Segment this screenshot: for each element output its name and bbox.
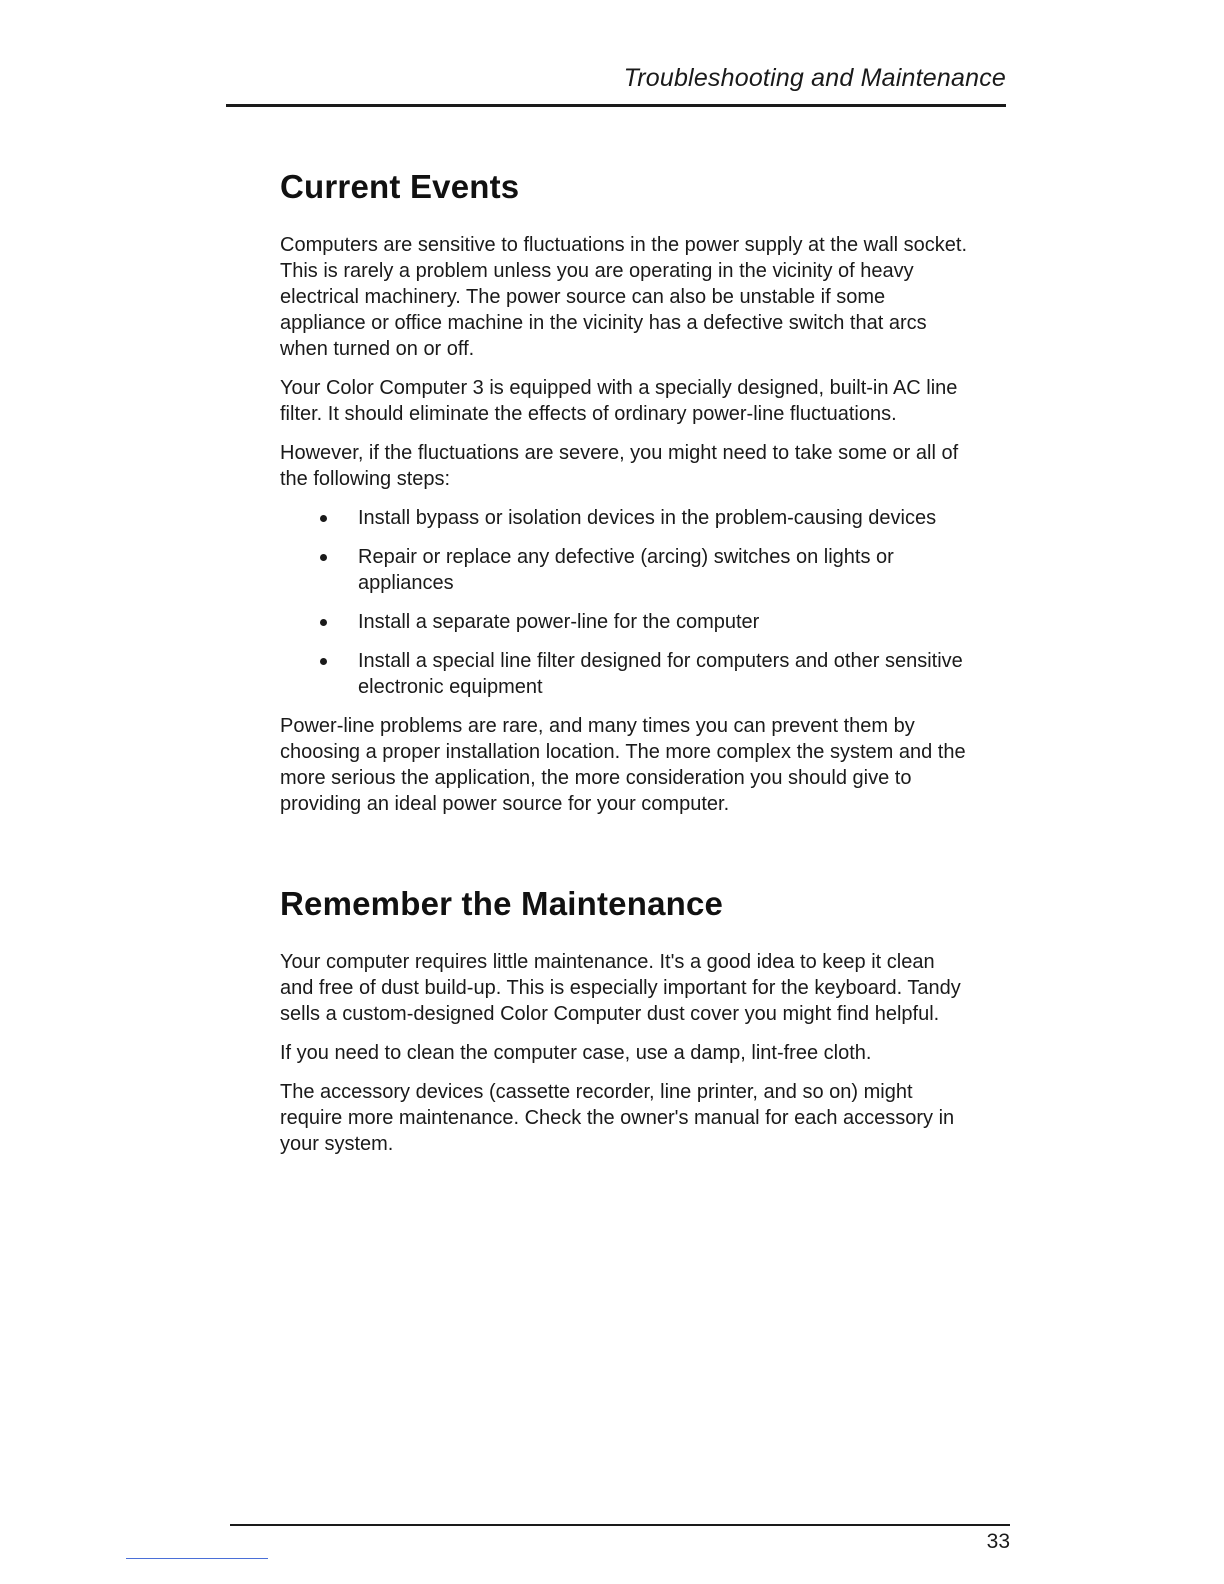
paragraph: Your computer requires little maintenance. It's a good idea to keep it clean and free of dust build-up. This is especially important for the keyboard. Tandy sells a custom-designed Color Computer dust cover you might find helpful. (280, 951, 961, 1025)
list-item-text: Install a separate power-line for the computer (358, 611, 760, 633)
header-rule (226, 104, 1006, 107)
bullet-icon (320, 554, 327, 561)
list-item (280, 544, 970, 596)
list-item (280, 609, 970, 635)
paragraph: However, if the fluctuations are severe, you might need to take some or all of the following steps: (280, 442, 959, 490)
list-item-text: Repair or replace any defective (arcing) switches on lights or appliances (358, 546, 894, 594)
footer-rule (230, 1524, 1010, 1526)
running-header-title: Troubleshooting and Maintenance (623, 64, 1006, 92)
section-heading-maintenance: Remember the Maintenance (280, 885, 724, 922)
list-item-text: Install a special line filter designed for computers and other sensitive electronic equipment (358, 650, 963, 698)
paragraph: If you need to clean the computer case, use a damp, lint-free cloth. (280, 1042, 872, 1064)
scan-edge-line (126, 1558, 268, 1559)
list-item-text: Install bypass or isolation devices in the problem-causing devices (358, 507, 937, 529)
bullet-icon (320, 658, 327, 665)
paragraph: The accessory devices (cassette recorder, line printer, and so on) might require more maintenance. Check the owner's manual for each accessory in your system. (280, 1081, 955, 1155)
paragraph: Power-line problems are rare, and many times you can prevent them by choosing a proper installation location. The more complex the system and the more serious the application, the more consideration you should give to providing an ideal power source for your computer. (280, 715, 966, 815)
paragraph: Computers are sensitive to fluctuations in the power supply at the wall socket. This is rarely a problem unless you are operating in the vicinity of heavy electrical machinery. The power source can also be unstable if some appliance or office machine in the vicinity has a defective switch that arcs when turned on or off. (280, 234, 968, 360)
list-item (280, 505, 970, 531)
bullet-icon (320, 619, 327, 626)
list-item (280, 648, 970, 700)
page-body (280, 168, 970, 1170)
section-heading-current-events: Current Events (280, 168, 520, 205)
page-number: 33 (986, 1530, 1010, 1553)
bullet-icon (320, 515, 327, 522)
paragraph: Your Color Computer 3 is equipped with a specially designed, built-in AC line filter. It should eliminate the effects of ordinary power-line fluctuations. (280, 377, 958, 425)
steps-list (280, 505, 970, 700)
